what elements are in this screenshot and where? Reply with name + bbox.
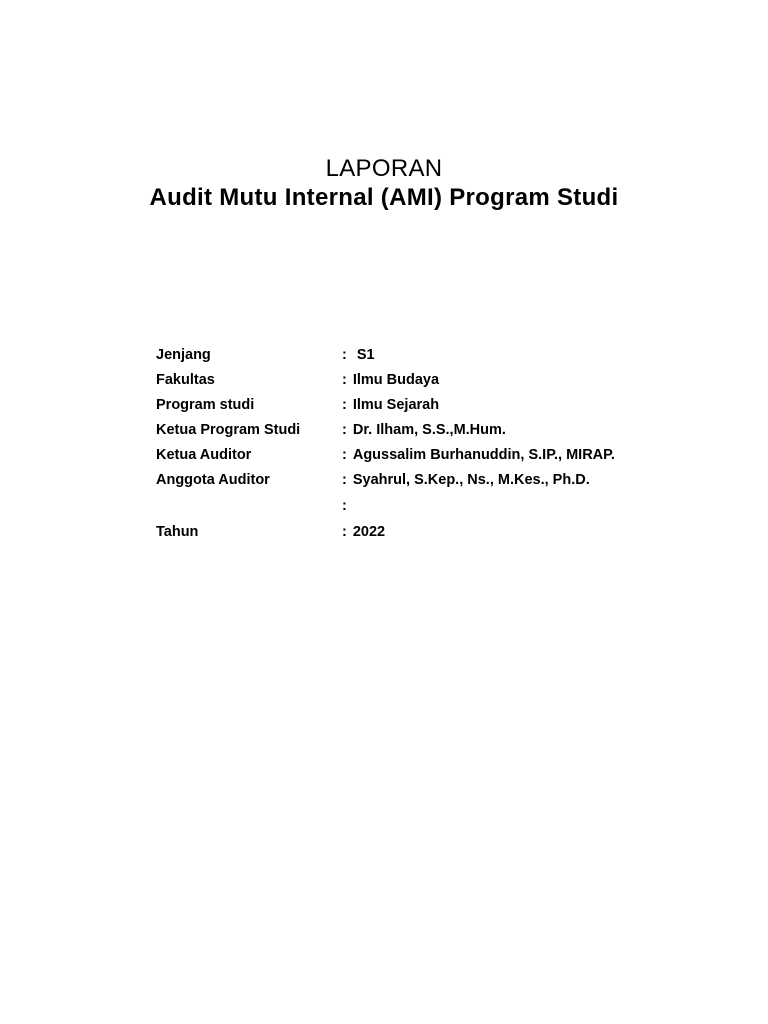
detail-separator: : bbox=[342, 497, 347, 514]
detail-separator: : bbox=[342, 421, 347, 438]
detail-value-container bbox=[342, 498, 716, 514]
report-subtitle: Audit Mutu Internal (AMI) Program Studi bbox=[149, 184, 619, 211]
detail-value: Ilmu Budaya bbox=[352, 371, 440, 388]
detail-value: Agussalim Burhanuddin, S.IP., MIRAP. bbox=[352, 446, 615, 463]
detail-label: Ketua Auditor bbox=[156, 446, 252, 463]
report-details-list bbox=[156, 342, 716, 544]
detail-row-ketua-program-studi bbox=[156, 417, 716, 442]
detail-separator: : bbox=[342, 446, 347, 463]
detail-row-ketua-auditor bbox=[156, 442, 716, 467]
detail-label: Tahun bbox=[156, 523, 199, 540]
detail-separator: : bbox=[342, 396, 347, 413]
report-title: LAPORAN bbox=[325, 155, 443, 182]
detail-value-container bbox=[342, 524, 716, 540]
detail-row-fakultas bbox=[156, 367, 716, 392]
detail-value: S1 bbox=[356, 346, 375, 363]
detail-separator: : bbox=[342, 523, 347, 540]
detail-value-container bbox=[342, 472, 716, 488]
detail-label: Ketua Program Studi bbox=[156, 421, 301, 438]
title-block bbox=[0, 154, 768, 212]
detail-separator: : bbox=[342, 346, 347, 363]
detail-label: Program studi bbox=[156, 396, 255, 413]
detail-row-anggota-auditor bbox=[156, 467, 716, 492]
detail-value-container bbox=[342, 422, 716, 438]
detail-label: Jenjang bbox=[156, 346, 211, 363]
detail-label: Fakultas bbox=[156, 371, 215, 388]
detail-row-blank bbox=[156, 492, 716, 519]
detail-label: Anggota Auditor bbox=[156, 471, 270, 488]
detail-value: Dr. Ilham, S.S.,M.Hum. bbox=[352, 421, 506, 438]
detail-value: Syahrul, S.Kep., Ns., M.Kes., Ph.D. bbox=[352, 471, 590, 488]
detail-separator: : bbox=[342, 371, 347, 388]
detail-value-container bbox=[342, 372, 716, 388]
detail-value-container bbox=[342, 397, 716, 413]
detail-row-program-studi bbox=[156, 392, 716, 417]
detail-value: 2022 bbox=[352, 523, 386, 540]
detail-row-tahun bbox=[156, 519, 716, 544]
detail-value-container bbox=[342, 347, 716, 363]
detail-value: Ilmu Sejarah bbox=[352, 396, 440, 413]
detail-value-container bbox=[342, 447, 716, 463]
detail-row-jenjang bbox=[156, 342, 716, 367]
detail-separator: : bbox=[342, 471, 347, 488]
